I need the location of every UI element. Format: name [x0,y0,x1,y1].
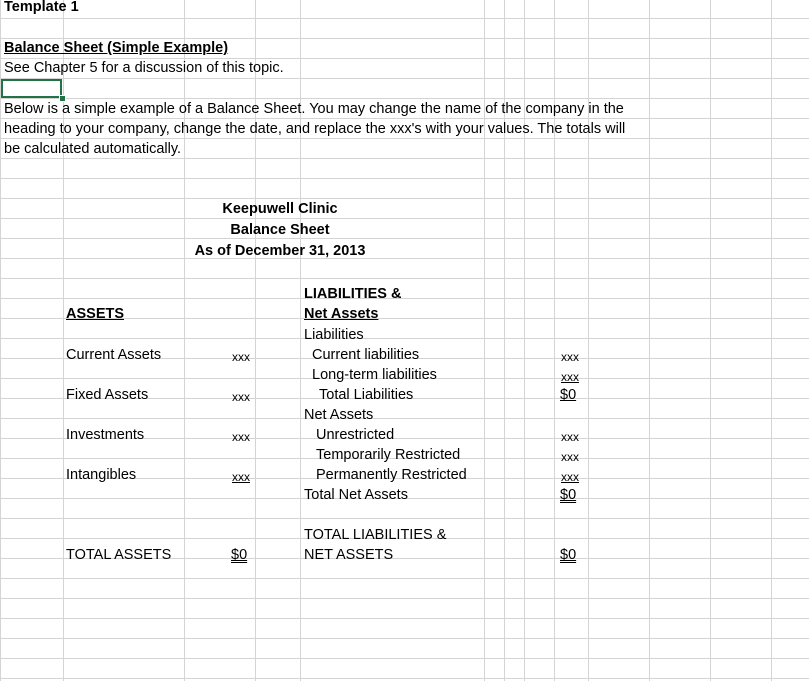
statement-title[interactable]: Balance Sheet [230,222,330,238]
chapter-note[interactable]: See Chapter 5 for a discussion of this topic. [4,60,284,76]
total-liabilities-value[interactable]: $0 [560,387,577,403]
intangibles-value[interactable]: xxx [232,470,250,484]
liabilities-heading-line2[interactable]: Net Assets [304,306,379,322]
grand-total-value[interactable]: $0 [560,547,577,563]
current-assets-label[interactable]: Current Assets [66,347,162,363]
current-assets-value[interactable]: xxx [232,350,250,364]
permanently-restricted-label[interactable]: Permanently Restricted [316,467,467,483]
net-assets-label[interactable]: Net Assets [304,407,374,423]
current-liabilities-label[interactable]: Current liabilities [312,347,420,363]
instructions-line-2[interactable]: heading to your company, change the date, and replace the xxx's with your values. The totals will [4,121,626,137]
investments-label[interactable]: Investments [66,427,145,443]
liabilities-heading-line1[interactable]: LIABILITIES & [304,286,402,302]
total-assets-label[interactable]: TOTAL ASSETS [66,547,172,563]
active-cell[interactable] [1,79,62,98]
statement-date[interactable]: As of December 31, 2013 [194,243,366,259]
section-title[interactable]: Balance Sheet (Simple Example) [4,40,229,56]
total-net-assets-value[interactable]: $0 [560,487,577,503]
total-assets-value[interactable]: $0 [231,547,248,563]
total-net-assets-label[interactable]: Total Net Assets [304,487,408,503]
investments-value[interactable]: xxx [232,430,250,444]
permanently-restricted-value[interactable]: xxx [561,470,579,484]
temporarily-restricted-value[interactable]: xxx [561,450,579,464]
fixed-assets-value[interactable]: xxx [232,390,250,404]
longterm-liabilities-value[interactable]: xxx [561,370,579,384]
intangibles-label[interactable]: Intangibles [66,467,137,483]
current-liabilities-value[interactable]: xxx [561,350,579,364]
grand-total-label-line2[interactable]: NET ASSETS [304,547,394,563]
instructions-line-3[interactable]: be calculated automatically. [4,141,182,157]
template-label[interactable]: Template 1 [4,0,79,15]
liabilities-label[interactable]: Liabilities [304,327,364,343]
unrestricted-value[interactable]: xxx [561,430,579,444]
fixed-assets-label[interactable]: Fixed Assets [66,387,149,403]
total-liabilities-label[interactable]: Total Liabilities [319,387,414,403]
assets-heading[interactable]: ASSETS [66,306,125,322]
instructions-line-1[interactable]: Below is a simple example of a Balance Sheet. You may change the name of the company in the [4,101,624,117]
company-name[interactable]: Keepuwell Clinic [222,201,338,217]
grand-total-label-line1[interactable]: TOTAL LIABILITIES & [304,527,447,543]
temporarily-restricted-label[interactable]: Temporarily Restricted [316,447,461,463]
unrestricted-label[interactable]: Unrestricted [316,427,395,443]
longterm-liabilities-label[interactable]: Long-term liabilities [312,367,437,383]
